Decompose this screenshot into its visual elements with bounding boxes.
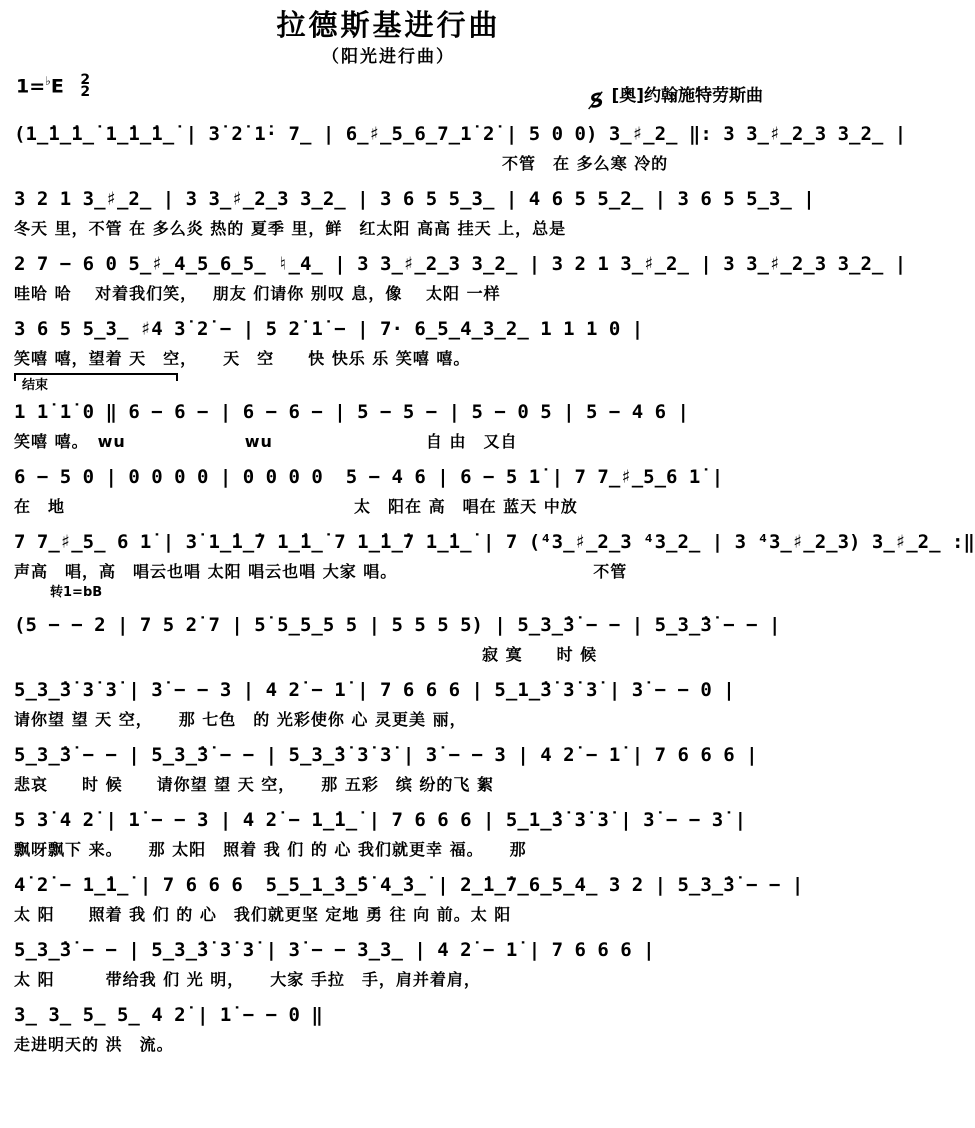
music-system bbox=[14, 313, 763, 393]
music-system bbox=[14, 461, 763, 519]
notation-line: 6 − 5 0 | 0 0 0 0 | 0 0 0 0 5 − 4 6 | 6 − 5 1̇ | 7 7̲♯̲5̲6 1̇ | bbox=[14, 466, 724, 488]
segno-icon: S̸ bbox=[587, 88, 606, 114]
notation-line: 2 7 − 6 0 5̲♯̲4̲5̲6̲5̲ ♮̲4̲ | 3 3̲♯̲2̲3 3̲2̲ | 3 2 1 3̲♯̲2̲ | 3 3̲♯̲2̲3 3̲2̲ | bbox=[14, 253, 907, 275]
lyrics-line: 在 地 太 阳在 高 唱在 蓝天 中放 bbox=[14, 497, 578, 516]
music-system bbox=[14, 739, 763, 797]
score-body bbox=[14, 118, 975, 1057]
score-meta bbox=[14, 70, 763, 114]
notation-line: (1̲̇1̲̇1̲̇ 1̲̇1̲̇1̲̇ | 3̇ 2̇ 1̇· 7̲ | 6̲♯̲5̲6̲7̲1̇ 2̇ | 5 0 0) 3̲♯̲2̲ ‖: 3 3̲♯̲2̲3 3̲2̲ | bbox=[14, 123, 907, 145]
time-bottom: 2 bbox=[80, 84, 91, 101]
music-system bbox=[14, 869, 804, 927]
lyrics-line: 不管 在 多么寒 冷的 bbox=[502, 154, 669, 173]
lyrics-line: 哇哈 哈 对着我们笑， 朋友 们请你 别叹 息，像 太阳 一样 bbox=[14, 284, 501, 303]
notation-line: 3 6 5 5̲3̲ ♯4 3̇ 2̇ − | 5 2̇ 1̇ − | 7· 6̲5̲4̲3̲2̲ 1 1 1 0 | bbox=[14, 318, 644, 340]
lyrics-line: 寂 寞 时 候 bbox=[482, 645, 598, 664]
notation-line: 3 2 1 3̲♯̲2̲ | 3 3̲♯̲2̲3 3̲2̲ | 3 6 5 5̲3̲ | 4 6 5 5̲2̲ | 3 6 5 5̲3̲ | bbox=[14, 188, 815, 210]
lyrics-line: 太 阳 照着 我 们 的 心 我们就更坚 定地 勇 往 向 前。太 阳 bbox=[14, 905, 512, 924]
flat-icon: ♭ bbox=[45, 74, 51, 88]
lyrics-line: 走进明天的 洪 流。 bbox=[14, 1035, 174, 1054]
lyrics-line: 笑嘻 嘻，望着 天 空， 天 空 快 快乐 乐 笑嘻 嘻。 bbox=[14, 349, 471, 368]
composer-credit bbox=[587, 81, 763, 114]
music-system bbox=[14, 183, 815, 241]
music-system bbox=[14, 118, 907, 176]
music-system bbox=[14, 674, 763, 732]
music-system bbox=[14, 396, 763, 454]
key-note: E bbox=[50, 75, 64, 98]
notation-line: 1 1̇ 1̇ 0 ‖ 6 − 6 − | 6 − 6 − | 5 − 5 − | 5 − 0 5 | 5 − 4 6 | bbox=[14, 401, 689, 423]
music-system bbox=[14, 526, 975, 602]
notation-line: 3̲ 3̲ 5̲ 5̲ 4 2̇ | 1̇ − − 0 ‖ bbox=[14, 1004, 323, 1026]
key-prefix: 1= bbox=[16, 75, 46, 98]
lyrics-line: 笑嘻 嘻。 wu wu 自 由 又自 bbox=[14, 432, 518, 451]
composer-name: [奥]约翰施特劳斯曲 bbox=[611, 86, 763, 106]
lyrics-line: 声高 唱，高 唱云也唱 太阳 唱云也唱 大家 唱。 不管 bbox=[14, 562, 628, 581]
modulation-label: 转1=bB bbox=[50, 585, 103, 600]
notation-line: (5 − − 2 | 7 5 2̇ 7 | 5̇ 5̲5̲5 5 | 5 5 5 5) | 5̲3̲̇3̇ − − | 5̲3̲̇3̇ − − | bbox=[14, 614, 781, 636]
music-system bbox=[14, 804, 763, 862]
page-title: 拉德斯基进行曲 bbox=[276, 8, 501, 42]
ending-label: 结束 bbox=[22, 378, 49, 393]
lyrics-line: 飘呀飘下 来。 那 太阳 照着 我 们 的 心 我们就更幸 福。 那 bbox=[14, 840, 527, 859]
lyrics-line: 请你望 望 天 空， 那 七色 的 光彩使你 心 灵更美 丽， bbox=[14, 710, 467, 729]
time-top: 2 bbox=[80, 72, 91, 89]
lyrics-line: 悲哀 时 候 请你望 望 天 空， 那 五彩 缤 纷的飞 絮 bbox=[14, 775, 494, 794]
music-system bbox=[14, 248, 907, 306]
notation-line: 5 3̇ 4 2̇ | 1̇ − − 3 | 4 2̇ − 1̲̇1̲̇ | 7 6 6 6 | 5̲1̲̇3̇ 3̇ 3̇ | 3̇ − − 3̇ | bbox=[14, 809, 747, 831]
lyrics-line: 太 阳 带给我 们 光 明， 大家 手拉 手，肩并着肩， bbox=[14, 970, 481, 989]
lyrics-line: 冬天 里，不管 在 多么炎 热的 夏季 里，鲜 红太阳 高高 挂天 上，总是 bbox=[14, 219, 567, 238]
ending-annotation bbox=[14, 371, 763, 393]
key-signature bbox=[16, 72, 91, 101]
page-subtitle: （阳光进行曲） bbox=[322, 47, 455, 67]
notation-line: 5̲3̲̇3̇ − − | 5̲3̲̇3̇ 3̇ 3̇ | 3̇ − − 3̲3̲ | 4 2̇ − 1̇ | 7 6 6 6 | bbox=[14, 939, 655, 961]
music-system bbox=[14, 999, 763, 1057]
notation-line: 5̲3̲̇3̇ 3̇ 3̇ | 3̇ − − 3 | 4 2̇ − 1̇ | 7 6 6 6 | 5̲1̲̇3̇ 3̇ 3̇ | 3̇ − − 0 | bbox=[14, 679, 735, 701]
time-signature bbox=[80, 72, 91, 101]
music-system bbox=[14, 934, 763, 992]
notation-line: 4̇ 2̇ − 1̲̇1̲̇ | 7 6 6 6 5̲5̲1̲̇3̲̇5̇ 4̲̇3̲̇ | 2̲̇1̲̇7̲6̲5̲4̲ 3 2 | 5̲3̲̇3̇ − − | bbox=[14, 874, 804, 896]
notation-line: 5̲3̲̇3̇ − − | 5̲3̲̇3̇ − − | 5̲3̲̇3̇ 3̇ 3̇ | 3̇ − − 3 | 4 2̇ − 1̇ | 7 6 6 6 | bbox=[14, 744, 758, 766]
music-system bbox=[14, 609, 781, 667]
notation-line: 7 7̲♯̲5̲ 6 1̇ | 3̇ 1̲̇1̲̇7 1̲̇1̲̇ 7 1̲̇1̲̇7 1̲̇1̲̇ | 7 (⁴3̲♯̲2̲3 ⁴3̲2̲ | 3 ⁴3̲♯̲2̲3) 3̲♯̲2̲ :‖ bbox=[14, 531, 975, 553]
